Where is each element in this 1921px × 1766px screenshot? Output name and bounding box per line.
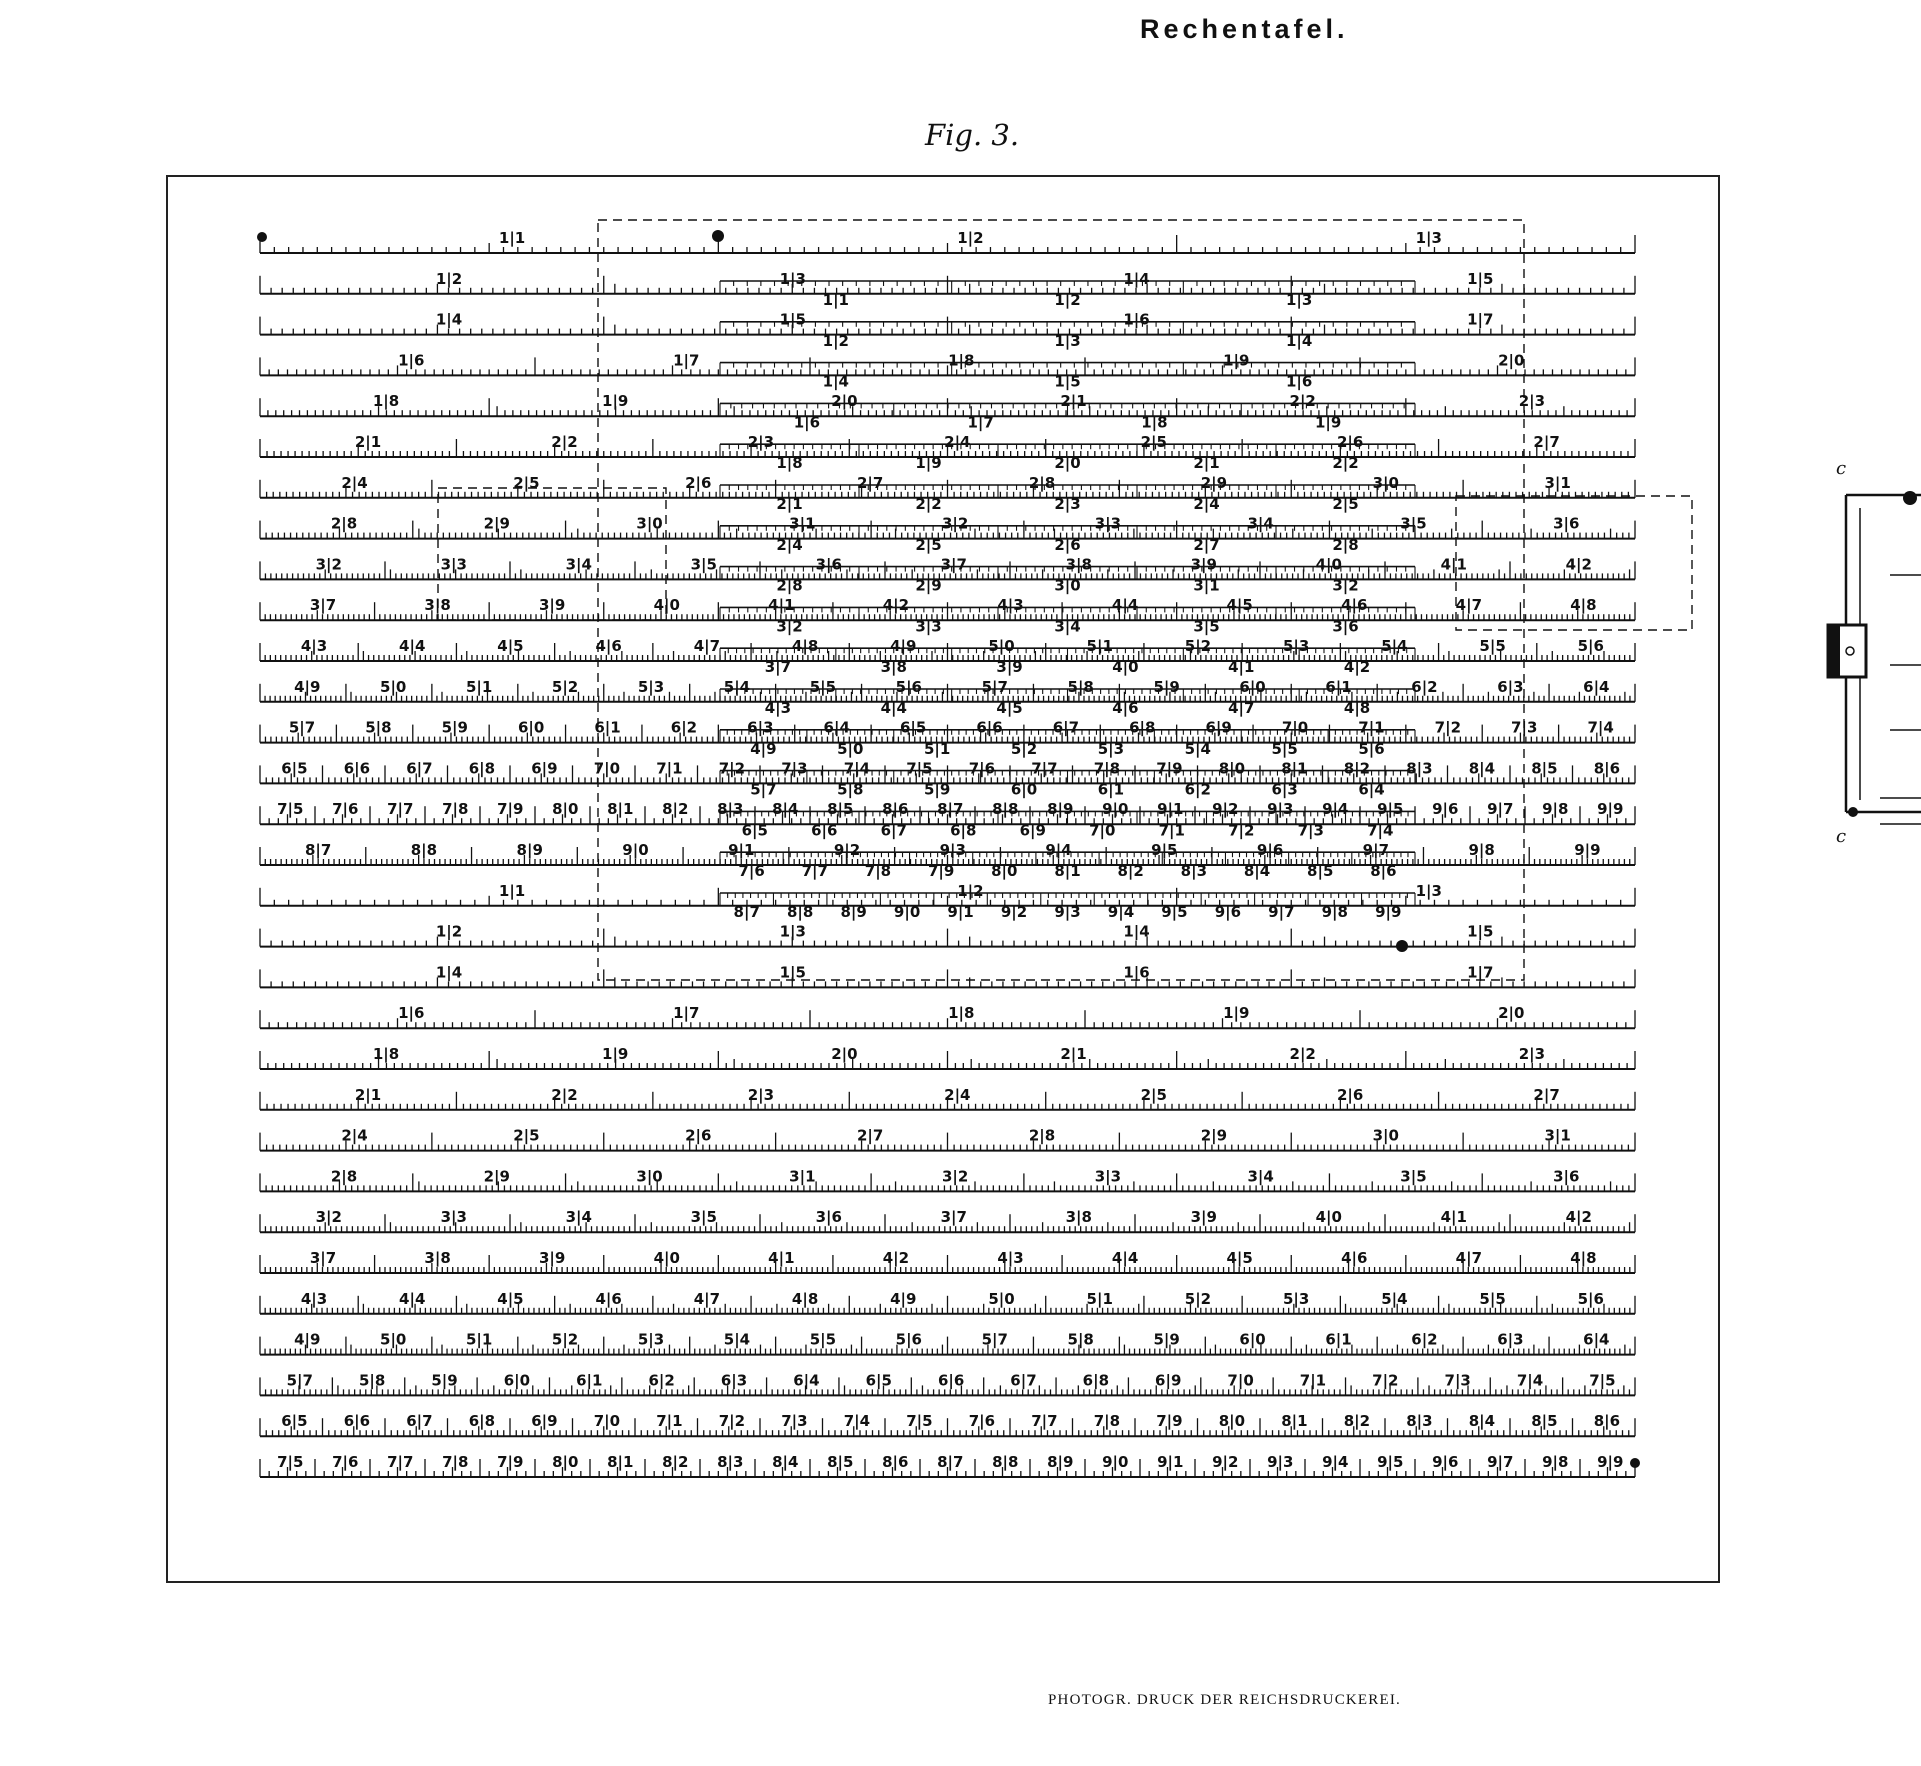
scale-tick-label: 2|4 — [341, 473, 368, 492]
scale-tick-label: 9|2 — [833, 841, 861, 859]
scale-tick-label: 7|5 — [277, 800, 304, 819]
scale-row — [260, 963, 1635, 987]
scale-tick-label: 2|7 — [856, 1126, 884, 1145]
scale-row — [260, 1045, 1635, 1069]
scale-tick-label: 4|1 — [1440, 555, 1467, 574]
scale-tick-label: 2|6 — [685, 473, 712, 492]
scale-tick-label: 9|4 — [1045, 841, 1072, 859]
scale-tick-label: 5|6 — [1577, 637, 1604, 655]
scale-tick-label: 2|1 — [1060, 392, 1087, 411]
scale-tick-label: 2|9 — [1200, 1126, 1228, 1145]
scale-tick-label: 7|6 — [968, 759, 996, 778]
scale-tick-label: 6|6 — [343, 759, 371, 778]
scale-tick-label: 6|1 — [594, 718, 621, 737]
scale-tick-label: 3|6 — [815, 555, 842, 574]
scale-tick-label: 8|1 — [607, 800, 634, 819]
scale-tick-label: 2|1 — [354, 1085, 382, 1104]
scale-tick-label: 7|0 — [1281, 718, 1309, 737]
scale-tick-label: 1|4 — [435, 310, 463, 329]
scale-tick-label: 1|9 — [602, 392, 629, 411]
scale-tick-label: 1|3 — [1415, 881, 1442, 900]
scale-tick-label: 8|3 — [717, 800, 744, 819]
scale-tick-label: 9|1 — [728, 841, 755, 859]
scale-tick-label: 1|5 — [779, 963, 806, 982]
scale-tick-label: 2|3 — [1518, 392, 1546, 411]
scale-row — [260, 1127, 1635, 1151]
scale-row — [257, 229, 1635, 253]
scale-tick-label: 1|8 — [948, 351, 975, 370]
scale-tick-label: 1|6 — [398, 351, 425, 370]
scale-tick-label: 1|9 — [602, 1045, 629, 1063]
scale-tick-label: 6|1 — [1325, 677, 1352, 696]
scale-tick-label: 4|8 — [1570, 596, 1597, 615]
scale-tick-label: 6|2 — [1411, 677, 1438, 696]
scale-tick-label: 3|1 — [1544, 1126, 1571, 1145]
scale-tick-label: 9|8 — [1468, 841, 1495, 859]
scale-tick-label: 7|4 — [843, 759, 871, 778]
scale-tick-label: 8|3 — [1406, 759, 1433, 778]
scale-tick-label: 5|9 — [441, 718, 468, 737]
scale-tick-label: 4|6 — [595, 637, 622, 655]
scale-tick-label: 8|4 — [772, 800, 799, 819]
scale-tick-label: 8|5 — [827, 800, 854, 819]
scale-tick-label: 4|1 — [768, 596, 795, 615]
scale-tick-label: 2|8 — [1028, 473, 1056, 492]
scale-tick-label: 6|9 — [531, 759, 558, 778]
scale-tick-label: 3|0 — [636, 1167, 663, 1186]
scale-tick-label: 7|4 — [1587, 718, 1614, 737]
scale-tick-label: 3|3 — [1094, 514, 1122, 533]
scale-tick-label: 3|6 — [1553, 514, 1580, 533]
scale-tick-label: 1|6 — [1123, 963, 1150, 982]
scale-tick-label: 9|6 — [1432, 800, 1459, 819]
scale-tick-label: 6|3 — [747, 718, 774, 737]
scale-tick-label: 8|9 — [516, 841, 543, 859]
scale-tick-label: 3|5 — [1400, 1167, 1427, 1186]
scale-tick-label: 9|5 — [1377, 800, 1404, 819]
scale-tick-label: 4|5 — [497, 637, 524, 655]
scale-tick-label: 2|4 — [944, 1085, 971, 1104]
scale-tick-label: 7|3 — [781, 759, 808, 778]
scale-tick-label: 3|1 — [1544, 473, 1571, 492]
scale-tick-label: 1|2 — [435, 269, 463, 288]
scale-tick-label: 2|5 — [513, 1126, 540, 1145]
scale-tick-label: 3|9 — [539, 596, 566, 615]
scale-tick-label: 3|8 — [424, 596, 451, 615]
scale-tick-label: 1|7 — [1467, 963, 1494, 982]
scale-tick-label: 5|9 — [1153, 677, 1180, 696]
scale-tick-label: 4|9 — [890, 637, 917, 655]
scale-tick-label: 1|4 — [435, 963, 463, 982]
scale-tick-label: 8|2 — [1343, 759, 1371, 778]
scale-tick-label: 4|3 — [300, 637, 328, 655]
scale-tick-label: 9|9 — [1574, 841, 1601, 859]
scale-tick-label: 2|4 — [944, 433, 971, 451]
scale-tick-label: 3|2 — [315, 555, 342, 574]
scale-tick-label: 6|8 — [468, 759, 496, 778]
scale-tick-label: 1|5 — [1467, 922, 1494, 941]
scale-tick-label: 7|7 — [387, 800, 414, 819]
scale-tick-label: 9|3 — [939, 841, 966, 859]
scale-tick-label: 8|2 — [662, 800, 689, 819]
scale-tick-label: 3|0 — [1372, 1126, 1399, 1145]
scale-tick-label: 9|5 — [1151, 841, 1178, 859]
scale-tick-label: 2|5 — [513, 473, 540, 492]
scale-tick-label: 2|5 — [1140, 433, 1167, 451]
scale-tick-label: 1|6 — [1123, 310, 1150, 329]
scale-row — [260, 1167, 1635, 1191]
scale-row — [260, 1086, 1635, 1110]
scale-tick-label: 2|9 — [483, 1167, 510, 1186]
scale-tick-label: 5|1 — [1086, 637, 1113, 655]
scale-tick-label: 5|3 — [637, 677, 665, 696]
scale-tick-label: 2|9 — [1200, 473, 1228, 492]
scale-tick-label: 6|4 — [823, 718, 850, 737]
scale-tick-label: 2|6 — [1336, 433, 1364, 451]
scale-tick-label: 9|3 — [1267, 800, 1294, 819]
scale-tick-label: 3|1 — [789, 1167, 816, 1186]
scale-tick-label: 6|3 — [1497, 677, 1524, 696]
scale-tick-label: 5|7 — [288, 718, 316, 737]
scale-tick-label: 5|0 — [988, 637, 1015, 655]
scale-tick-label: 7|9 — [497, 800, 524, 819]
scale-tick-label: 6|5 — [281, 759, 308, 778]
scale-tick-label: 5|5 — [1479, 637, 1506, 655]
scale-tick-label: 1|9 — [1223, 351, 1250, 370]
scale-tick-label: 2|2 — [551, 1085, 578, 1104]
scale-tick-label: 1|4 — [1123, 922, 1150, 941]
scale-tick-label: 5|4 — [1381, 637, 1408, 655]
scale-tick-label: 1|5 — [779, 310, 806, 329]
scale-tick-label: 3|4 — [565, 555, 592, 574]
scale-row — [260, 555, 1635, 579]
scale-row — [260, 1004, 1635, 1028]
scale-tick-label: 2|8 — [330, 1167, 358, 1186]
scale-tick-label: 3|6 — [1553, 1167, 1580, 1186]
scale-tick-label: 7|7 — [1031, 759, 1058, 778]
scale-tick-label: 8|1 — [1281, 759, 1308, 778]
scale-tick-label: 8|0 — [1218, 759, 1246, 778]
scale-tick-label: 4|4 — [399, 637, 426, 655]
scale-tick-label: 7|8 — [1093, 759, 1121, 778]
scale-tick-label: 2|3 — [747, 1085, 775, 1104]
scale-tick-label: 2|2 — [1289, 1045, 1316, 1063]
scale-tick-label: 1|7 — [673, 1004, 700, 1023]
scale-tick-label: 2|7 — [1533, 1085, 1560, 1104]
scale-tick-label: 6|7 — [406, 759, 433, 778]
scale-tick-label: 3|5 — [690, 555, 717, 574]
scale-row — [260, 923, 1635, 947]
scale-tick-label: 8|6 — [882, 800, 909, 819]
scale-tick-label: 8|7 — [304, 841, 332, 859]
scale-tick-label: 3|5 — [1400, 514, 1427, 533]
scale-tick-label: 4|6 — [1341, 596, 1368, 615]
scale-tick-label: 1|1 — [498, 881, 526, 900]
scale-tick-label: 7|0 — [593, 759, 621, 778]
scale-tick-label: 6|2 — [670, 718, 698, 737]
scale-row — [260, 311, 1635, 335]
scale-tick-label: 2|3 — [747, 433, 775, 451]
scale-tick-label: 6|4 — [1583, 677, 1610, 696]
scale-tick-label: 5|7 — [981, 677, 1008, 696]
scale-tick-label: 1|2 — [957, 229, 984, 247]
scale-tick-label: 8|0 — [552, 800, 579, 819]
scale-tick-label: 3|0 — [636, 514, 663, 533]
scale-tick-label: 4|8 — [791, 637, 819, 655]
scale-tick-label: 4|7 — [1455, 596, 1483, 615]
scale-tick-label: 8|9 — [1047, 800, 1074, 819]
scale-tick-label: 7|2 — [718, 759, 746, 778]
scale-tick-label: 4|0 — [653, 596, 680, 615]
scale-tick-label: 5|8 — [365, 718, 392, 737]
scale-tick-label: 2|7 — [856, 473, 884, 492]
scale-tick-label: 9|7 — [1487, 800, 1514, 819]
scale-tick-label: 4|7 — [693, 637, 721, 655]
scale-tick-label: 1|8 — [372, 1045, 400, 1063]
scale-tick-label: 3|4 — [1247, 514, 1274, 533]
scale-tick-label: 4|5 — [1226, 596, 1253, 615]
scale-tick-label: 5|2 — [551, 677, 579, 696]
scale-tick-label: 7|2 — [1434, 718, 1462, 737]
scale-tick-label: 9|0 — [622, 841, 649, 859]
scale-tick-label: 7|8 — [442, 800, 469, 819]
scale-tick-label: 6|7 — [1052, 718, 1080, 737]
scale-tick-label: 5|3 — [1282, 637, 1310, 655]
scale-tick-label: 1|7 — [673, 351, 700, 370]
scale-tick-label: 2|9 — [483, 514, 510, 533]
scale-tick-label: 1|4 — [1123, 269, 1150, 288]
scale-tick-label: 2|0 — [1498, 351, 1525, 370]
scale-tick-label: 6|9 — [1205, 718, 1232, 737]
scale-tick-label: 1|9 — [1223, 1004, 1250, 1023]
scale-tick-label: 1|2 — [435, 922, 463, 941]
scale-tick-label: 5|5 — [809, 677, 837, 696]
scale-tick-label: 9|7 — [1362, 841, 1390, 859]
scale-tick-label: 1|3 — [1415, 229, 1442, 247]
scale-tick-label: 4|0 — [1315, 555, 1342, 574]
scale-tick-label: 1|6 — [398, 1004, 425, 1023]
scale-tick-label: 2|6 — [1336, 1085, 1364, 1104]
scale-tick-label: 2|8 — [330, 514, 358, 533]
scale-tick-label: 2|1 — [1060, 1045, 1087, 1063]
scale-tick-label: 6|5 — [899, 718, 927, 737]
scale-tick-label: 2|8 — [1028, 1126, 1056, 1145]
scale-tick-label: 5|8 — [1067, 677, 1094, 696]
scale-tick-label: 1|8 — [948, 1004, 975, 1023]
scale-tick-label: 3|7 — [309, 596, 337, 615]
scale-tick-label: 9|1 — [1157, 800, 1184, 819]
scale-tick-label: 4|2 — [882, 596, 910, 615]
scale-tick-label: 2|2 — [1289, 392, 1316, 411]
scale-tick-label: 8|6 — [1593, 759, 1621, 778]
scale-tick-label: 7|5 — [906, 759, 933, 778]
scale-tick-label: 3|2 — [941, 514, 969, 533]
scale-tick-label: 1|1 — [498, 229, 526, 247]
scale-tick-label: 8|4 — [1468, 759, 1496, 778]
scale-tick-label: 3|2 — [941, 1167, 969, 1186]
scale-row — [260, 1208, 1635, 1232]
scale-tick-label: 3|3 — [440, 555, 467, 574]
scale-tick-label: 2|0 — [1498, 1004, 1525, 1023]
figure-label: Fig. 3. — [925, 118, 1020, 152]
scale-tick-label: 1|3 — [779, 269, 806, 288]
scale-tick-label: 3|4 — [1247, 1167, 1274, 1186]
scale-tick-label: 3|3 — [1094, 1167, 1122, 1186]
scale-tick-label: 1|3 — [779, 922, 806, 941]
scale-tick-label: 2|1 — [354, 433, 382, 451]
scale-tick-label: 5|1 — [465, 677, 493, 696]
scale-tick-label: 3|1 — [789, 514, 816, 533]
scale-tick-label: 1|7 — [1467, 310, 1494, 329]
scale-tick-label: 6|6 — [976, 718, 1003, 737]
scale-tick-label: 5|4 — [723, 677, 751, 696]
scale-tick-label: 2|3 — [1518, 1045, 1546, 1063]
scale-tick-label: 7|1 — [656, 759, 683, 778]
scale-tick-label: 1|8 — [372, 392, 400, 411]
scale-tick-label: 9|0 — [1102, 800, 1129, 819]
scale-tick-label: 8|8 — [410, 841, 438, 859]
scale-tick-label: 6|0 — [1239, 677, 1266, 696]
scale-tick-label: 1|2 — [957, 881, 984, 900]
scale-tick-label: 5|2 — [1184, 637, 1212, 655]
scale-tick-label: 7|9 — [1156, 759, 1183, 778]
scale-tick-label: 4|4 — [1111, 596, 1139, 615]
scale-tick-label: 8|5 — [1531, 759, 1558, 778]
scale-tick-label: 2|0 — [831, 392, 858, 411]
scale-tick-label: 6|8 — [1129, 718, 1156, 737]
scale-tick-label: 2|0 — [831, 1045, 858, 1063]
scale-tick-label: 1|5 — [1467, 269, 1494, 288]
scale-tick-label: 9|9 — [1597, 800, 1624, 819]
scale-tick-label: 7|1 — [1358, 718, 1385, 737]
scale-tick-label: 3|8 — [1065, 555, 1092, 574]
scale-tick-label: 2|4 — [341, 1126, 368, 1145]
scale-tick-label: 3|7 — [940, 555, 967, 574]
scale-tick-label: 9|6 — [1256, 841, 1284, 859]
scale-tick-label: 2|2 — [551, 433, 578, 451]
scale-tick-label: 4|9 — [294, 677, 321, 696]
scale-tick-label: 5|6 — [895, 677, 923, 696]
scale-tick-label: 2|5 — [1140, 1085, 1167, 1104]
scale-tick-label: 3|9 — [1190, 555, 1217, 574]
scale-tick-label: 9|8 — [1542, 800, 1569, 819]
scale-tick-label: 8|8 — [992, 800, 1019, 819]
scale-tick-label: 5|0 — [380, 677, 407, 696]
page-title: Rechentafel. — [1140, 14, 1349, 44]
scale-tick-label: 3|0 — [1372, 473, 1399, 492]
scale-tick-label: 4|3 — [997, 596, 1024, 615]
scale-tick-label: 8|7 — [937, 800, 964, 819]
scale-tick-label: 2|7 — [1533, 433, 1560, 451]
scale-end-marker — [257, 232, 267, 242]
scale-tick-label: 4|2 — [1565, 555, 1592, 574]
scale-tick-label: 9|4 — [1322, 800, 1349, 819]
scale-tick-label: 7|3 — [1511, 718, 1538, 737]
scale-tick-label: 7|6 — [332, 800, 359, 819]
scale-tick-label: 2|6 — [685, 1126, 712, 1145]
scale-tick-label: 9|2 — [1212, 800, 1239, 819]
scale-tick-label: 6|0 — [518, 718, 545, 737]
